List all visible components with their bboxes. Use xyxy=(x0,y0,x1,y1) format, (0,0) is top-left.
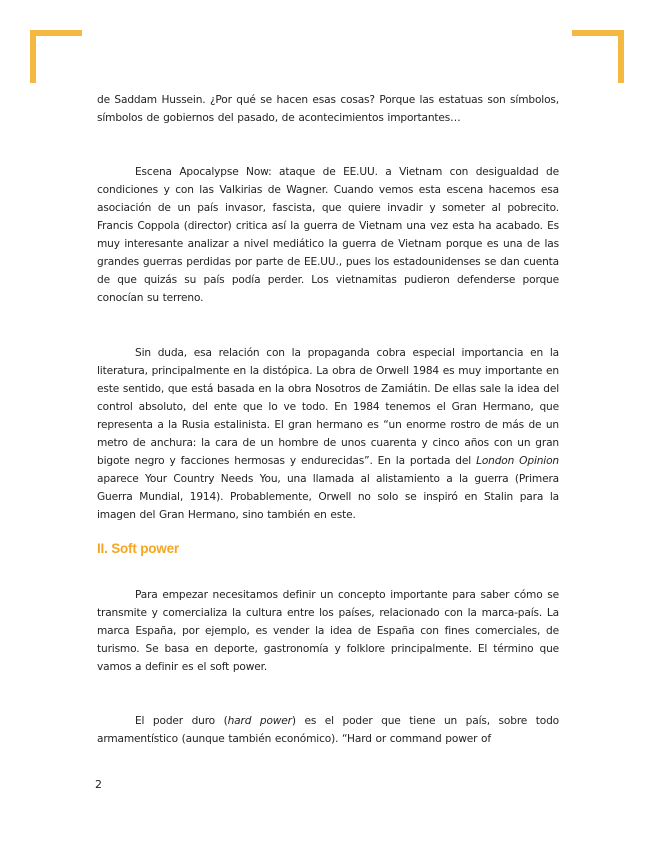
paragraph-marca-pais: Para empezar necesitamos definir un concepto importante para saber cómo se transmite y comercializa la cultura entre los países, relacionado con la marca-país. La marca España, por ejemplo, es vender la idea de España con fines comerciales, de turismo. Se basa en deporte, gastronomía y folklore principalmente. El término que vamos a definir es el soft power. xyxy=(97,589,559,673)
paragraph-apocalypse-now: Escena Apocalypse Now: ataque de EE.UU. a Vietnam con desigualdad de condiciones y con las Valkirias de Wagner. Cuando vemos esta escena hacemos esa asociación de un país invasor, fascista, que quiere invadir y someter al pobrecito. Francis Coppola (director) critica así la guerra de Vietnam una vez esta ha acabado. Es muy interesante analizar a nivel mediático la guerra de Vietnam porque es una de las grandes guerras perdidas por parte de EE.UU., pues los estadounidenses se dan cuenta de que quizás su país podía perder. Los vietnamitas pudieron defenderse porque conocían su terreno. xyxy=(97,166,559,304)
paragraph-hard-power xyxy=(97,712,559,748)
corner-accent-top-right xyxy=(618,30,624,83)
hard-power-term: hard power xyxy=(227,715,292,727)
paragraph-hard-power-text-end: ) es el poder que tiene un país, sobre todo armamentístico (aunque también económico). “Hard or command power of xyxy=(97,715,560,745)
paragraph-orwell-text-end: aparece Your Country Needs You, una llamada al alistamiento a la guerra (Primera Guerra Mundial, 1914). Probablemente, Orwell no solo se inspiró en Stalin para la imagen del Gran Hermano, sino también en este. xyxy=(97,473,559,521)
page-content xyxy=(97,91,559,748)
corner-accent-top-left xyxy=(30,30,36,83)
page-number: 2 xyxy=(95,778,102,791)
corner-accent-top-right xyxy=(572,30,624,36)
paragraph-orwell xyxy=(97,344,559,524)
paragraph-statues: de Saddam Hussein. ¿Por qué se hacen esas cosas? Porque las estatuas son símbolos, símbolos de gobiernos del pasado, de acontecimientos importantes… xyxy=(97,94,559,124)
corner-accent-top-left xyxy=(30,30,82,36)
paragraph-orwell-text: Sin duda, esa relación con la propaganda cobra especial importancia en la literatura, principalmente en la distópica. La obra de Orwell 1984 es muy importante en este sentido, que está basada en la obra Nosotros de Zamiátin. De ellas sale la idea del control absoluto, del ente que lo ve todo. En 1984 tenemos el Gran Hermano, que representa a la Rusia estalinista. El gran hermano es “un enorme rostro de más de un metro de anchura: la cara de un hombre de unos cuarenta y cinco años con un gran bigote negro y facciones hermosas y endurecidas”. En la portada del xyxy=(97,347,559,467)
section-heading-soft-power: II. Soft power xyxy=(97,541,179,556)
paragraph-hard-power-text: El poder duro ( xyxy=(135,715,228,727)
london-opinion-title: London Opinion xyxy=(476,455,559,467)
